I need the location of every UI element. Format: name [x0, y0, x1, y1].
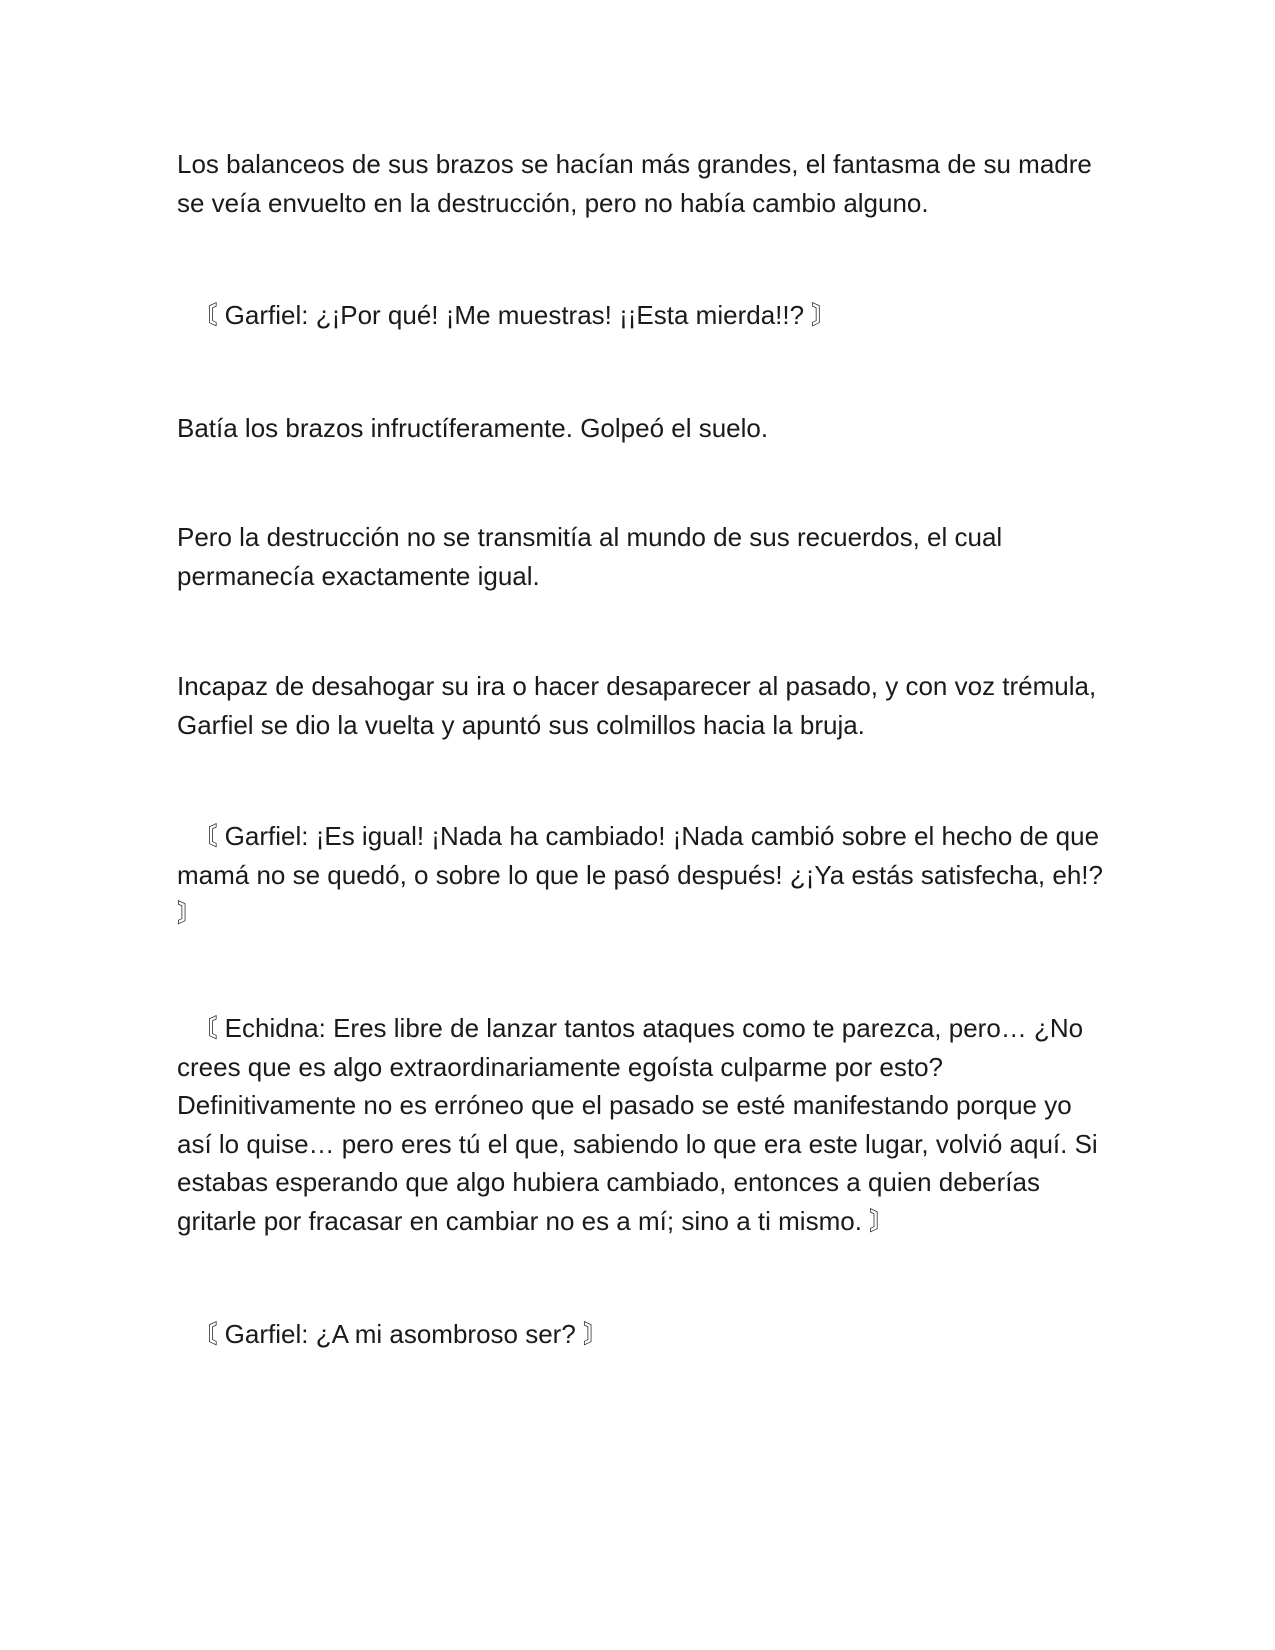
- narration-paragraph: Batía los brazos infructíferamente. Golpeó el suelo.: [177, 413, 769, 443]
- narration-paragraph: Pero la destrucción no se transmitía al mundo de sus recuerdos, el cual permanecía exactamente igual.: [177, 522, 1003, 591]
- narration-paragraph: Incapaz de desahogar su ira o hacer desaparecer al pasado, y con voz trémula, Garfiel se dio la vuelta y apuntó sus colmillos hacia la bruja.: [177, 671, 1097, 740]
- dialogue-garfiel: 〘 Garfiel: ¡Es igual! ¡Nada ha cambiado! ¡Nada cambió sobre el hecho de que mamá no se quedó, o sobre lo que le pasó después! ¿¡Ya estás satisfecha, eh!? 〙: [177, 821, 1103, 928]
- dialogue-garfiel: 〘 Garfiel: ¿A mi asombroso ser? 〙: [177, 1319, 610, 1349]
- dialogue-garfiel: 〘 Garfiel: ¿¡Por qué! ¡Me muestras! ¡¡Esta mierda!!? 〙: [177, 300, 838, 330]
- dialogue-echidna: 〘 Echidna: Eres libre de lanzar tantos ataques como te parezca, pero… ¿No crees que es algo extraordinariamente egoísta culparme por esto? Definitivamente no es erróneo que el pasado se esté manifestando porque yo así lo quise… pero eres tú el que, sabiendo lo que era este lugar, volvió aquí. Si estabas esperando que algo hubiera cambiado, entonces a quien deberías gritarle por fracasar en cambiar no es a mí; sino a ti mismo. 〙: [177, 1013, 1098, 1236]
- narration-paragraph: Los balanceos de sus brazos se hacían más grandes, el fantasma de su madre se veía envuelto en la destrucción, pero no había cambio alguno.: [177, 149, 1092, 218]
